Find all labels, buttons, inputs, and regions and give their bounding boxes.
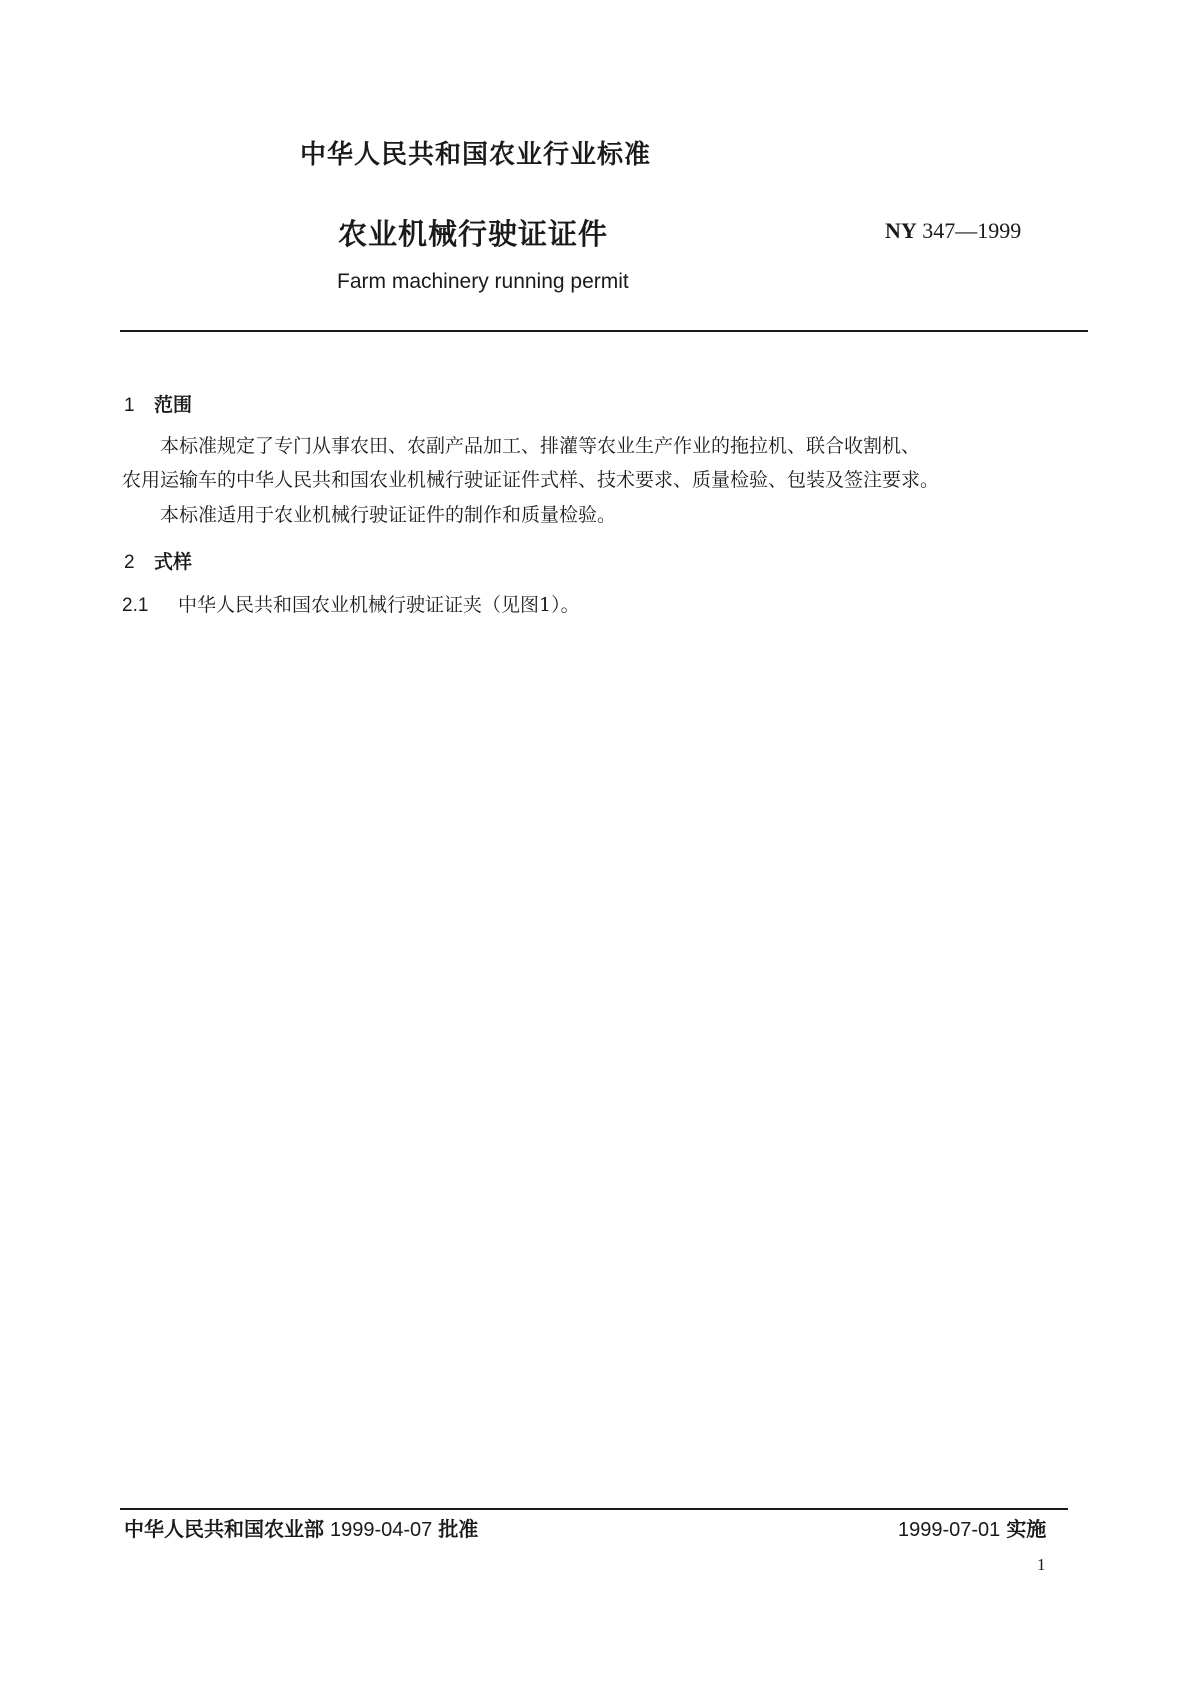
scope-paragraph-2: 本标准适用于农业机械行驶证证件的制作和质量检验。	[160, 504, 617, 526]
section-2-title: 式样	[154, 551, 193, 573]
clause-2-1-text: 中华人民共和国农业机械行驶证证夹（见图1）。	[178, 594, 580, 616]
section-2-heading	[124, 547, 192, 574]
approval-label: 批准	[438, 1517, 479, 1541]
footer-divider	[120, 1508, 1068, 1510]
standard-code-prefix: NY	[885, 218, 917, 243]
section-2-number: 2	[124, 552, 135, 573]
clause-2-1	[122, 590, 580, 617]
approval-date: 1999-04-07	[330, 1519, 433, 1541]
document-title-en: Farm machinery running permit	[337, 270, 629, 293]
approval-line	[124, 1513, 478, 1542]
standard-code	[885, 218, 1021, 244]
section-1-title: 范围	[154, 394, 193, 416]
page-number: 1	[1037, 1555, 1046, 1574]
implementation-label: 实施	[1006, 1517, 1047, 1541]
document-title-cn: 农业机械行驶证证件	[338, 217, 609, 251]
scope-paragraph-line-2: 农用运输车的中华人民共和国农业机械行驶证证件式样、技术要求、质量检验、包装及签注要求。	[122, 469, 940, 491]
header-divider	[120, 330, 1088, 332]
section-1-heading	[124, 390, 192, 417]
implementation-date: 1999-07-01	[898, 1519, 1001, 1541]
implementation-line	[898, 1513, 1046, 1542]
clause-2-1-number: 2.1	[122, 595, 149, 616]
scope-paragraph-line-1: 本标准规定了专门从事农田、农副产品加工、排灌等农业生产作业的拖拉机、联合收割机、	[160, 435, 921, 457]
issuer-name: 中华人民共和国农业部	[124, 1517, 324, 1541]
section-1-number: 1	[124, 395, 135, 416]
national-standard-heading: 中华人民共和国农业行业标准	[300, 140, 652, 170]
standard-code-number: 347—1999	[922, 218, 1022, 243]
